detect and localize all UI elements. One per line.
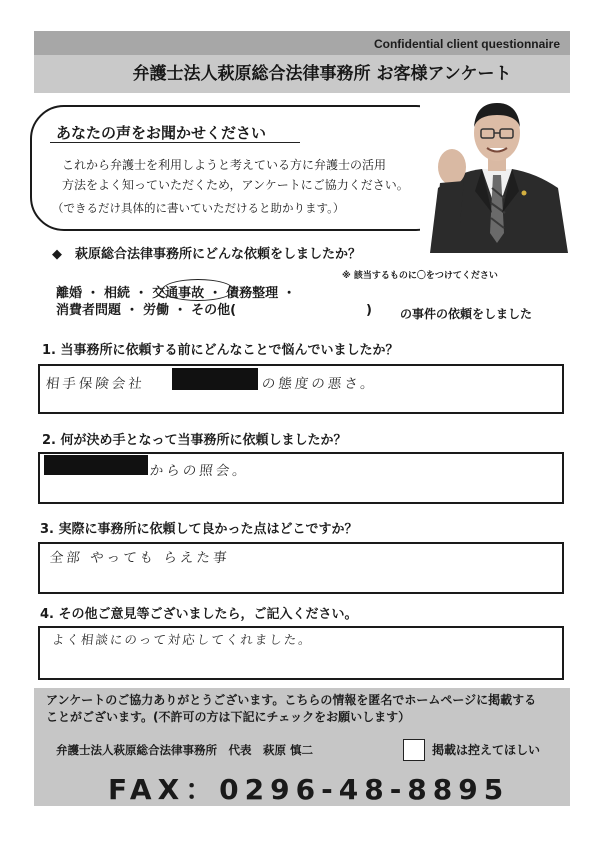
intro-line-2: 方法をよく知っていただくため，アンケートにご協力ください。 (62, 178, 409, 192)
q4-label: 4. その他ご意見等ございましたら，ご記入ください。 (40, 607, 358, 622)
footer-notice-line-2: ことがございます。(不許可の方は下記にチェックをお願いします） (46, 710, 411, 724)
q3-answer: 全部 やっても らえた事 (48, 550, 231, 566)
q1-answer-part-1: 相手保険会社 (44, 376, 146, 392)
q4-answer: よく相談にのって対応してくれました。 (51, 632, 314, 647)
q3-label: 3. 実際に事務所に依頼して良かった点はどこですか？ (40, 522, 358, 537)
no-publish-label: 掲載は控えてほしい (432, 743, 541, 757)
intro-title: あなたの声をお聞かせください (56, 124, 267, 142)
page-title: 弁護士法人萩原総合法律事務所 お客様アンケート (34, 55, 570, 93)
fax-number: FAX：0296-48-8895 (108, 773, 510, 806)
q0-options-row-1: 離婚 ・ 相続 ・ 交通事故 ・ 債務整理 ・ (56, 286, 296, 301)
footer-notice (46, 692, 536, 726)
lawyer-photo (420, 93, 572, 253)
footer-notice-line-1: アンケートのご協力ありがとうございます。こちらの情報を匿名でホームページに掲載する (46, 693, 537, 707)
q0-suffix: の事件の依頼をしました (400, 307, 533, 321)
q0-instruction: ※ 該当するものに〇をつけてください (342, 271, 498, 281)
q0-question: ◆ 萩原総合法律事務所にどんな依頼をしましたか？ (52, 247, 361, 262)
intro-line-1: これから弁護士を利用しようと考えている方に弁護士の活用 (62, 158, 387, 172)
intro-text (62, 155, 409, 195)
q2-label: 2. 何が決め手となって当事務所に依頼しましたか？ (42, 433, 347, 448)
firm-representative: 弁護士法人萩原総合法律事務所 代表 萩原 慎二 (56, 743, 314, 757)
selected-option-circle (162, 279, 234, 301)
redaction-block (172, 368, 258, 390)
header-subtitle: Confidential client questionnaire (34, 31, 570, 55)
redaction-block (44, 455, 148, 475)
intro-title-underline (50, 142, 300, 143)
q1-answer-part-2: の態度の悪さ。 (260, 376, 378, 392)
q2-answer: からの照会。 (148, 463, 250, 479)
intro-note: （できるだけ具体的に書いていただけると助かります。） (52, 201, 345, 215)
q0-options-row-2: 消費者問題 ・ 労働 ・ その他( ) (56, 303, 372, 318)
q1-label: 1. 当事務所に依頼する前にどんなことで悩んでいましたか？ (42, 343, 399, 358)
no-publish-checkbox[interactable] (403, 739, 425, 761)
